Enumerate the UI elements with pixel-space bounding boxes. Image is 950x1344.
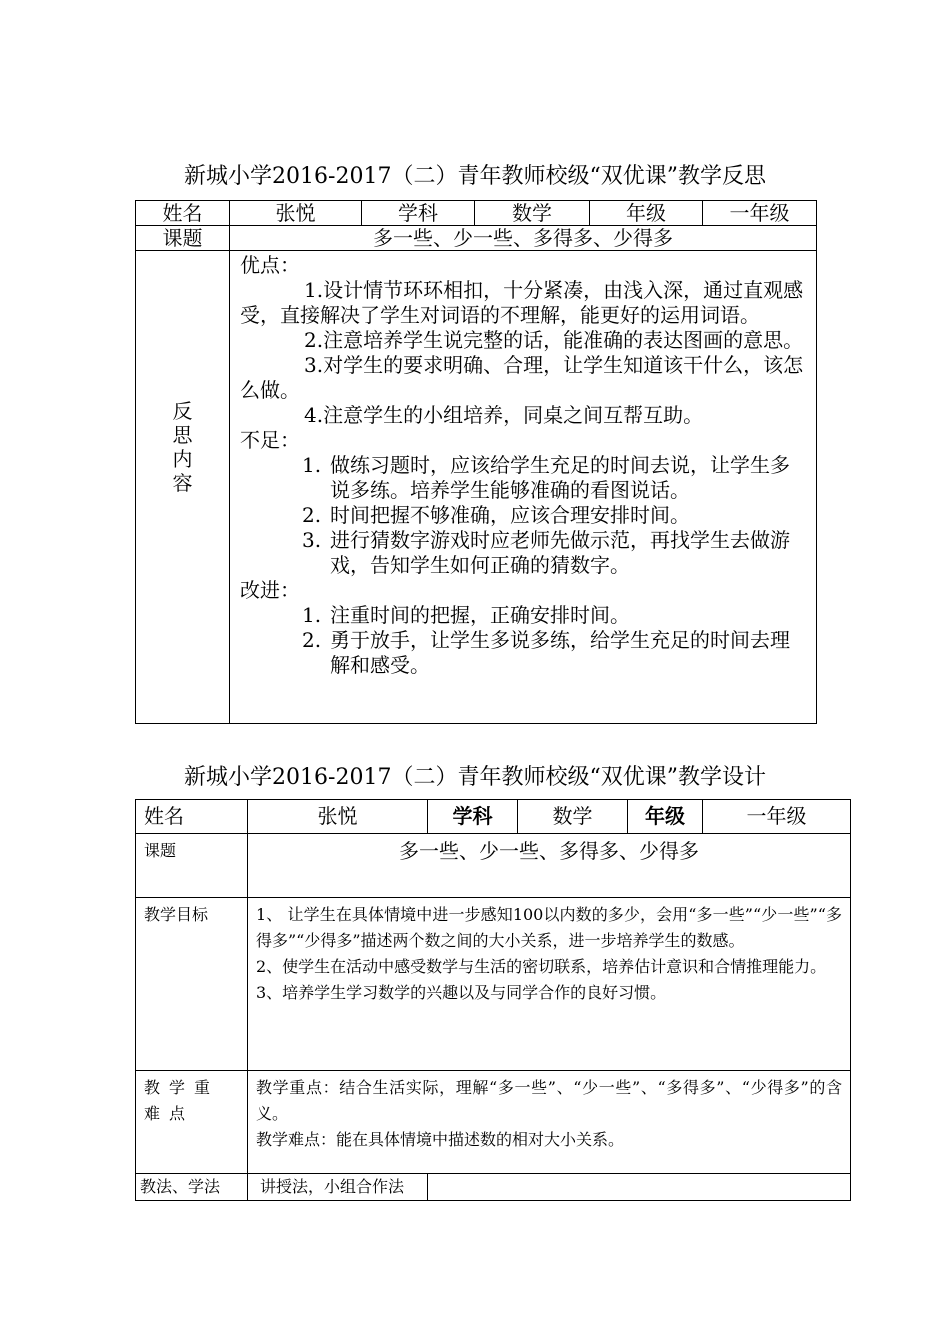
merit-item: 3.对学生的要求明确、合理，让学生知道该干什么，该怎么做。 [240,353,804,402]
improvement-label: 改进： [240,578,300,602]
grade-value: 一年级 [703,201,817,226]
goals-content [248,898,851,1071]
subject-value: 数学 [518,800,628,834]
improvement-item: 1. 注重时间的把握，正确安排时间。 [302,603,630,627]
topic-value: 多一些、少一些、多得多、少得多 [248,834,851,898]
design-table [135,799,851,1201]
keypoint-item: 教学难点：能在具体情境中描述数的相对大小关系。 [256,1130,625,1149]
shortcomings-label: 不足： [240,428,300,452]
topic-label: 课题 [136,834,248,898]
subject-label: 学科 [428,800,518,834]
design-title: 新城小学2016-2017（二）青年教师校级“双优课”教学设计 [184,765,766,790]
name-value: 张悦 [248,800,428,834]
name-value: 张悦 [230,201,362,226]
merit-item: 1.设计情节环环相扣，十分紧凑，由浅入深，通过直观感受，直接解决了学生对词语的不理解，能更好的运用词语。 [240,278,804,327]
name-label: 姓名 [136,800,248,834]
grade-label: 年级 [628,800,703,834]
topic-label: 课题 [136,226,230,251]
merit-item: 2.注意培养学生说完整的话，能准确的表达图画的意思。 [304,328,804,352]
merits-label: 优点： [240,253,300,277]
keypoints-content [248,1071,851,1174]
reflection-table [135,200,817,724]
subject-value: 数学 [475,201,590,226]
methods-empty [428,1174,851,1201]
shortcoming-item: 1. 做练习题时，应该给学生充足的时间去说，让学生多说多练。培养学生能够准确的看图说话。 [302,453,790,502]
goals-label: 教学目标 [136,898,248,1071]
methods-label: 教法、学法 [136,1174,248,1201]
shortcoming-item: 2. 时间把握不够准确，应该合理安排时间。 [302,503,690,527]
shortcoming-item: 3. 进行猜数字游戏时应老师先做示范，再找学生去做游戏，告知学生如何正确的猜数字。 [302,528,790,577]
reflection-title: 新城小学2016-2017（二）青年教师校级“双优课”教学反思 [184,164,766,189]
goal-item: 3、培养学生学习数学的兴趣以及与同学合作的良好习惯。 [256,983,667,1002]
grade-value: 一年级 [703,800,851,834]
methods-value: 讲授法，小组合作法 [248,1174,428,1201]
goal-item: 2、使学生在活动中感受数学与生活的密切联系，培养估计意识和合情推理能力。 [256,957,827,976]
keypoint-item: 教学重点：结合生活实际，理解“多一些”、“少一些”、“多得多”、“少得多”的含义。 [256,1078,842,1123]
name-label: 姓名 [136,201,230,226]
goal-item: 1、 让学生在具体情境中进一步感知100以内数的多少，会用“多一些”“少一些”“多得多”“少得多”描述两个数之间的大小关系，进一步培养学生的数感。 [256,905,842,950]
reflection-label: 反 思 内 容 [136,251,230,724]
topic-value: 多一些、少一些、多得多、少得多 [230,226,817,251]
grade-label: 年级 [590,201,703,226]
subject-label: 学科 [362,201,475,226]
improvement-item: 2. 勇于放手，让学生多说多练，给学生充足的时间去理解和感受。 [302,628,790,677]
reflection-content [230,251,817,724]
keypoints-label: 教学重难点 [136,1071,248,1174]
merit-item: 4.注意学生的小组培养，同桌之间互帮互助。 [304,403,704,427]
